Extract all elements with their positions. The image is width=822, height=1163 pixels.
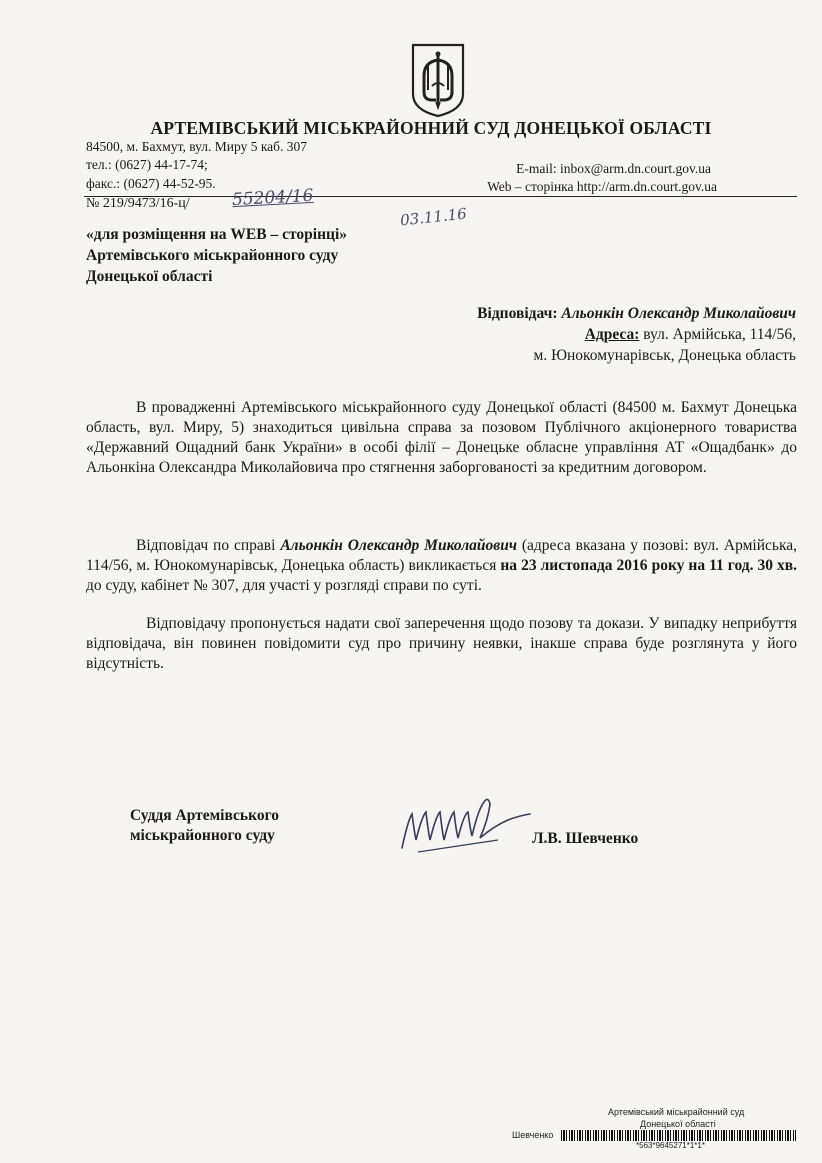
defendant-block <box>477 303 796 366</box>
defendant-label: Відповідач: <box>477 305 558 322</box>
defendant-address-1: вул. Армійська, 114/56, <box>643 326 796 343</box>
court-fax: факс.: (0627) 44-52-95. <box>86 176 216 191</box>
judge-name: Л.В. Шевченко <box>532 830 639 847</box>
barcode-number: *563*9645271*1*1* <box>636 1141 705 1150</box>
paragraph-case: В провадженні Артемівського міськрайонного суду Донецької області (84500 м. Бахмут Донецька область, вул. Миру, 5) знаходиться цивільна справа за позовом Публічного акціонерного товариства «Державний Ощадний банк України» в особі філії – Донецьке обласне управління АТ «Ощадбанк» до Альонкіна Олександра Миколайовича про стягнення заборгованості за кредитним договором. <box>86 399 797 476</box>
coat-of-arms-icon <box>410 42 466 118</box>
court-email: E-mail: inbox@arm.dn.court.gov.ua <box>516 161 711 176</box>
judge-title: Суддя Артемівського міськрайонного суду <box>130 807 280 844</box>
paragraph-summons: Відповідач по справі Альонкін Олександр Миколайович (адреса вказана у позові: вул. Армійська, 114/56, м. Юнокомунарівськ, Донецька область) викликається на 23 листопада 2016 року на 11 год. 30 хв. до суду, кабінет № 307, для участі у розгляді справи по суті. <box>86 537 798 594</box>
defendant-address-2: м. Юнокомунарівськ, Донецька область <box>533 347 796 364</box>
court-name: АРТЕМІВСЬКИЙ МІСЬКРАЙОННИЙ СУД ДОНЕЦЬКОЇ ОБЛАСТІ <box>150 118 712 138</box>
header-divider <box>84 196 797 197</box>
recipient-block <box>86 224 347 287</box>
handwritten-number: 55204/16 <box>231 185 314 211</box>
barcode <box>561 1130 796 1141</box>
stamp-court-name: Артемівський міськрайонний суд <box>608 1107 745 1117</box>
stamp-region: Донецької області <box>640 1119 716 1129</box>
court-phone: тел.: (0627) 44-17-74; <box>86 157 208 172</box>
summons-defendant-name: Альонкін Олександр Миколайович <box>280 537 517 554</box>
address-label: Адреса: <box>584 326 640 343</box>
recipient-line-1: «для розміщення на WEB – сторінці» <box>86 226 347 243</box>
defendant-name: Альонкін Олександр Миколайович <box>561 305 796 322</box>
hearing-date: на 23 листопада 2016 року на 11 год. 30 хв. <box>500 557 798 574</box>
handwritten-signature <box>398 790 534 860</box>
stamp-judge-name: Шевченко <box>512 1130 554 1140</box>
reference-number: № 219/9473/16-ц/ <box>86 196 190 211</box>
handwritten-date: 03.11.16 <box>399 204 468 230</box>
recipient-line-3: Донецької області <box>86 268 213 285</box>
recipient-line-2: Артемівського міськрайонного суду <box>86 247 339 264</box>
court-address: 84500, м. Бахмут, вул. Миру 5 каб. 307 <box>86 139 308 154</box>
court-website: Web – сторінка http://arm.dn.court.gov.ua <box>487 179 717 194</box>
paragraph-objections: Відповідачу пропонується надати свої заперечення щодо позову та докази. У випадку неприбуття відповідача, він повинен повідомити суд про причину неявки, інакше справа буде розглянута у його відсутність. <box>86 615 797 672</box>
